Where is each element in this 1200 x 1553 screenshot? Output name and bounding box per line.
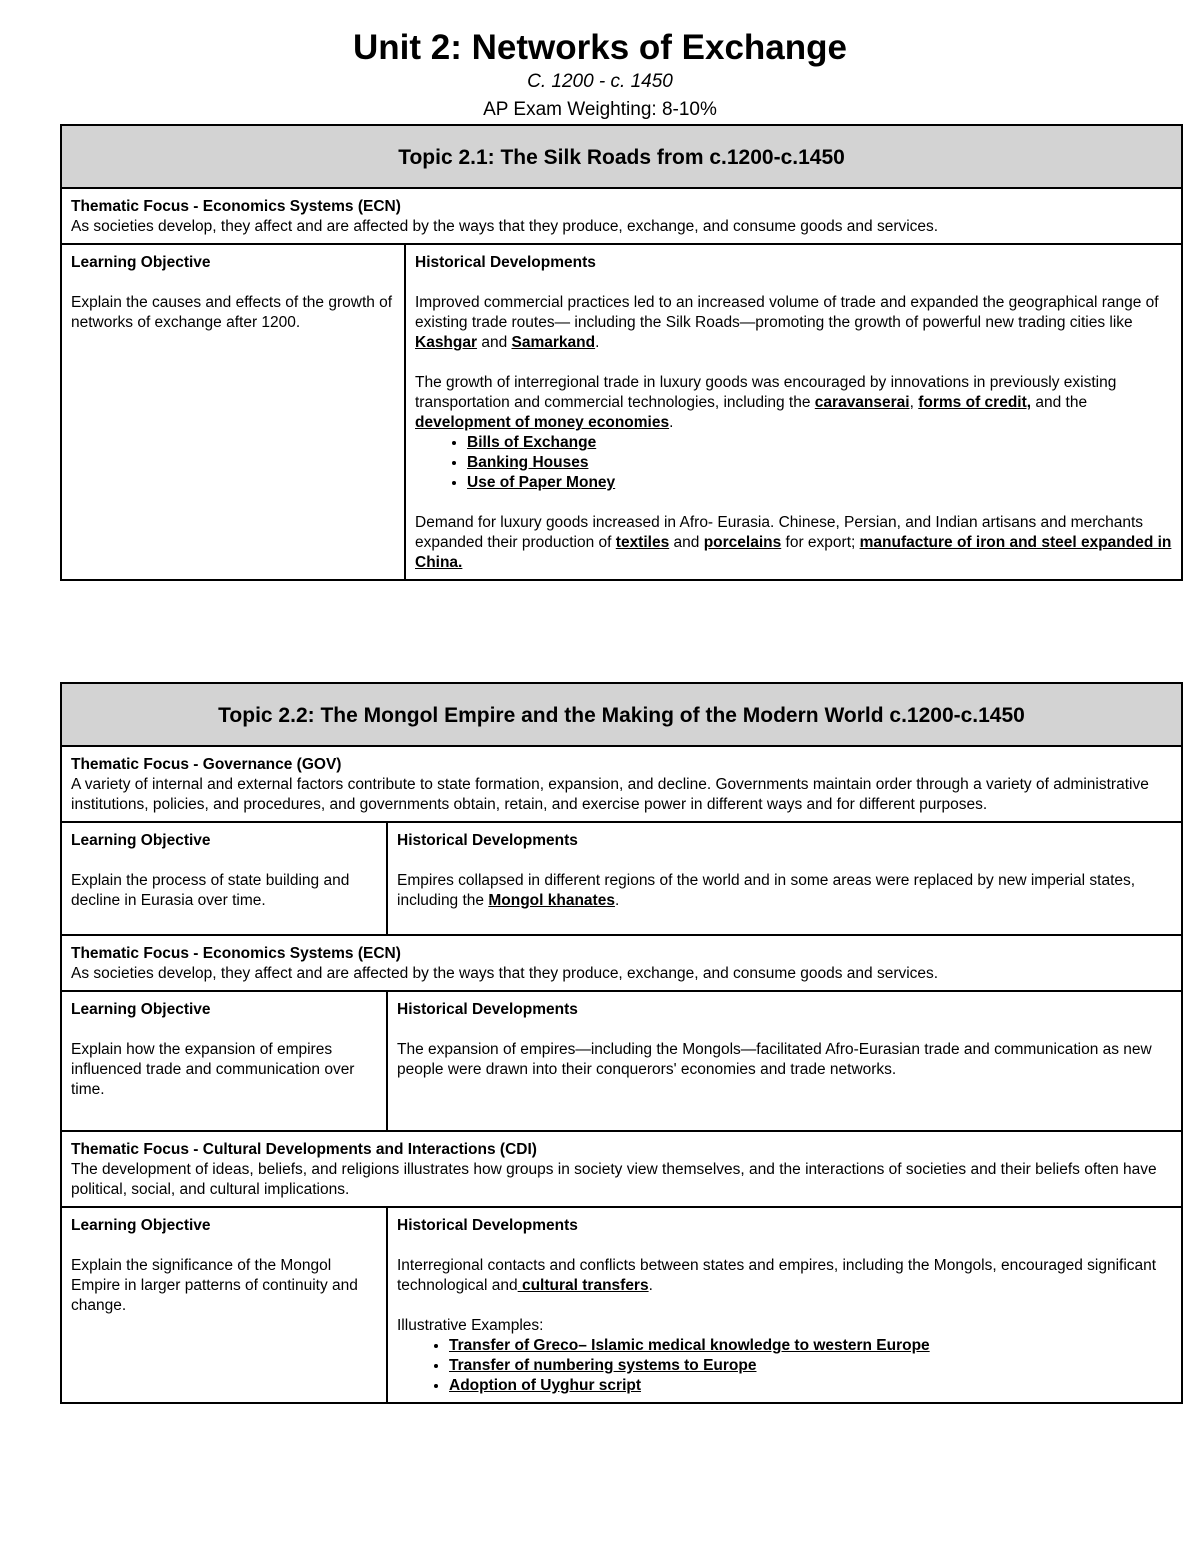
development-paragraph-1: Improved commercial practices led to an increased volume of trade and expanded the geographical range of existing trade routes— including the Silk Roads—promoting the growth of powerful new trading cities like Kashgar and Samarkand. [415, 294, 1159, 351]
porcelains-term: porcelains [703, 534, 782, 551]
learning-objective-text: Explain the process of state building and decline in Eurasia over time. [71, 872, 350, 909]
learning-objective-cell [61, 991, 387, 1131]
thematic-focus-cdi [61, 1131, 1182, 1207]
learning-objective-text: Explain the significance of the Mongol Empire in larger patterns of continuity and change. [71, 1257, 358, 1314]
learning-objective-label: Learning Objective [71, 1001, 211, 1018]
historical-developments-label: Historical Developments [397, 1001, 578, 1018]
exam-weighting: AP Exam Weighting: 8-10% [483, 99, 717, 120]
learning-objective-text: Explain how the expansion of empires influenced trade and communication over time. [71, 1041, 355, 1098]
development-paragraph-2: The growth of interregional trade in luxury goods was encouraged by innovations in previously existing transportation and commercial technologies, including the caravanserai, forms of credit, and the development of money economies. [415, 374, 1117, 431]
learning-objective-cell [61, 1207, 387, 1403]
development-paragraph-3: Demand for luxury goods increased in Afro- Eurasia. Chinese, Persian, and Indian artisans and merchants expanded their production of textiles and porcelains for export; manufacture of iron and steel expanded in China. [415, 514, 1172, 571]
historical-developments-label: Historical Developments [415, 254, 596, 271]
historical-developments-label: Historical Developments [397, 832, 578, 849]
list-item: • Transfer of Greco– Islamic medical knowledge to western Europe [449, 1336, 1172, 1356]
page-title: Unit 2: Networks of Exchange [353, 28, 847, 67]
examples-bullet-list [397, 1336, 1172, 1396]
topic-2-1-title: Topic 2.1: The Silk Roads from c.1200-c.1450 [61, 125, 1182, 188]
focus-title: Thematic Focus - Economics Systems (ECN) [71, 945, 401, 962]
forms-of-credit-term: forms of credit, [918, 394, 1032, 411]
learning-objective-label: Learning Objective [71, 832, 211, 849]
list-item: • Adoption of Uyghur script [449, 1376, 1172, 1396]
historical-developments-cell [405, 244, 1182, 580]
focus-text: As societies develop, they affect and are affected by the ways that they produce, exchange, and consume goods and services. [71, 965, 939, 982]
development-paragraph: Interregional contacts and conflicts between states and empires, including the Mongols, encouraged significant technological and cultural transfers. [397, 1257, 1157, 1294]
kashgar-term: Kashgar [415, 334, 478, 351]
learning-objective-cell [61, 822, 387, 935]
thematic-focus-ecn [61, 935, 1182, 991]
caravanserai-term: caravanserai [814, 394, 910, 411]
cultural-transfers-term: cultural transfers [517, 1277, 649, 1294]
date-range: C. 1200 - c. 1450 [527, 71, 673, 92]
learning-objective-label: Learning Objective [71, 254, 211, 271]
iron-steel-term: manufacture of iron and steel expanded in China. [415, 534, 1172, 571]
development-paragraph: Empires collapsed in different regions of the world and in some areas were replaced by new imperial states, including the Mongol khanates. [397, 872, 1136, 909]
mongol-khanates-term: Mongol khanates [488, 892, 615, 909]
topic-2-2-title: Topic 2.2: The Mongol Empire and the Making of the Modern World c.1200-c.1450 [61, 683, 1182, 746]
samarkand-term: Samarkand [511, 334, 596, 351]
focus-text: The development of ideas, beliefs, and religions illustrates how groups in society view themselves, and the interactions of societies and their beliefs often have political, social, and cultural implications. [71, 1161, 1157, 1198]
focus-title: Thematic Focus - Cultural Developments and Interactions (CDI) [71, 1141, 537, 1158]
learning-objective-cell [61, 244, 405, 580]
learning-objective-text: Explain the causes and effects of the growth of networks of exchange after 1200. [71, 294, 393, 331]
topic-2-2-table [60, 682, 1183, 1404]
money-economies-term: development of money economies [415, 414, 670, 431]
list-item: • Transfer of numbering systems to Europe [449, 1356, 1172, 1376]
focus-text: A variety of internal and external factors contribute to state formation, expansion, and decline. Governments maintain order through a variety of administrative institutions, policies, and procedures, and governments obtain, retain, and exercise power in different ways and for different purposes. [71, 776, 1149, 813]
thematic-focus-ecn [61, 188, 1182, 244]
historical-developments-label: Historical Developments [397, 1217, 578, 1234]
list-item: • Use of Paper Money [467, 473, 1172, 493]
historical-developments-cell [387, 1207, 1182, 1403]
list-item: • Banking Houses [467, 453, 1172, 473]
topic-2-1-table [60, 124, 1183, 581]
finance-bullet-list [415, 433, 1172, 493]
illustrative-examples-label: Illustrative Examples: [397, 1317, 544, 1334]
historical-developments-cell [387, 991, 1182, 1131]
thematic-focus-gov [61, 746, 1182, 822]
textiles-term: textiles [615, 534, 670, 551]
historical-developments-cell [387, 822, 1182, 935]
focus-title: Thematic Focus - Economics Systems (ECN) [71, 198, 401, 215]
focus-title: Thematic Focus - Governance (GOV) [71, 756, 342, 773]
list-item: • Bills of Exchange [467, 433, 1172, 453]
focus-text: As societies develop, they affect and are affected by the ways that they produce, exchange, and consume goods and services. [71, 218, 939, 235]
learning-objective-label: Learning Objective [71, 1217, 211, 1234]
development-paragraph: The expansion of empires—including the Mongols—facilitated Afro-Eurasian trade and communication as new people were drawn into their conquerors' economies and trade networks. [397, 1041, 1152, 1078]
